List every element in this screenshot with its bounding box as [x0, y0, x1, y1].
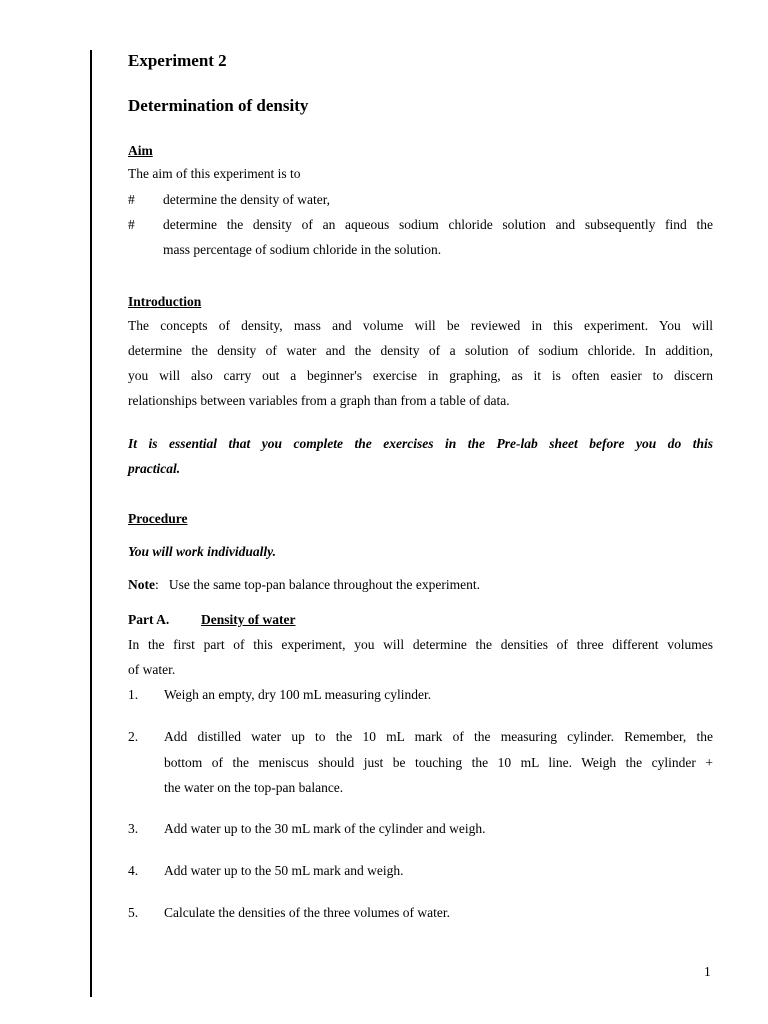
page-title: Determination of density	[128, 96, 309, 115]
prelab-notice	[128, 431, 713, 481]
work-individually: You will work individually.	[128, 544, 277, 559]
step-text: Add water up to the 50 mL mark and weigh.	[164, 863, 404, 878]
experiment-number: Experiment 2	[128, 51, 227, 70]
page-number: 1	[704, 964, 711, 979]
step-number: 1.	[128, 687, 139, 702]
step-text: Weigh an empty, dry 100 mL measuring cylinder.	[164, 687, 432, 702]
aim-bullet-line: determine the density of an aqueous sodium chloride solution and subsequently find the	[163, 217, 713, 232]
part-a-intro-line: of water.	[128, 662, 176, 677]
bullet-mark: #	[128, 192, 135, 207]
introduction-line: relationships between variables from a graph than from a table of data.	[128, 393, 510, 408]
step-number: 4.	[128, 863, 139, 878]
part-a-label: Part A.	[128, 612, 170, 627]
introduction-heading: Introduction	[128, 294, 202, 309]
aim-bullet-line: mass percentage of sodium chloride in the solution.	[163, 242, 442, 257]
introduction-line: determine the density of water and the density of a solution of sodium chloride. In addition,	[128, 343, 713, 358]
margin-rule	[90, 50, 92, 997]
note-label: Note	[128, 577, 155, 592]
aim-bullet-text: determine the density of water,	[163, 192, 331, 207]
part-a-heading	[128, 611, 296, 629]
part-a-intro	[128, 632, 713, 682]
step-number: 5.	[128, 905, 139, 920]
aim-heading: Aim	[128, 143, 153, 158]
note	[128, 576, 480, 594]
introduction-line: The concepts of density, mass and volume will be reviewed in this experiment. You will	[128, 318, 713, 333]
introduction-line: you will also carry out a beginner's exercise in graphing, as it is often easier to discern	[128, 368, 713, 383]
step-number: 2.	[128, 729, 139, 744]
bullet-mark: #	[128, 217, 135, 232]
step-text	[164, 724, 713, 801]
aim-bullet-2	[128, 212, 713, 264]
prelab-notice-line: It is essential that you complete the exercises in the Pre-lab sheet before you do this	[128, 436, 713, 451]
part-a-intro-line: In the first part of this experiment, you will determine the densities of three different volumes	[128, 637, 713, 652]
procedure-heading: Procedure	[128, 511, 188, 526]
part-a-title: Density of water	[201, 612, 296, 627]
step-line: Add distilled water up to the 10 mL mark of the measuring cylinder. Remember, the	[164, 729, 713, 744]
prelab-notice-line: practical.	[128, 461, 181, 476]
note-text: : Use the same top-pan balance throughout the experiment.	[155, 577, 481, 592]
step-line: the water on the top-pan balance.	[164, 780, 344, 795]
step-text: Add water up to the 30 mL mark of the cylinder and weigh.	[164, 821, 486, 836]
aim-bullet-text	[163, 212, 713, 262]
step-item	[128, 724, 713, 801]
aim-intro: The aim of this experiment is to	[128, 166, 301, 181]
introduction-paragraph	[128, 313, 713, 413]
step-text: Calculate the densities of the three volumes of water.	[164, 905, 451, 920]
step-line: bottom of the meniscus should just be touching the 10 mL line. Weigh the cylinder +	[164, 754, 713, 770]
step-number: 3.	[128, 821, 139, 836]
